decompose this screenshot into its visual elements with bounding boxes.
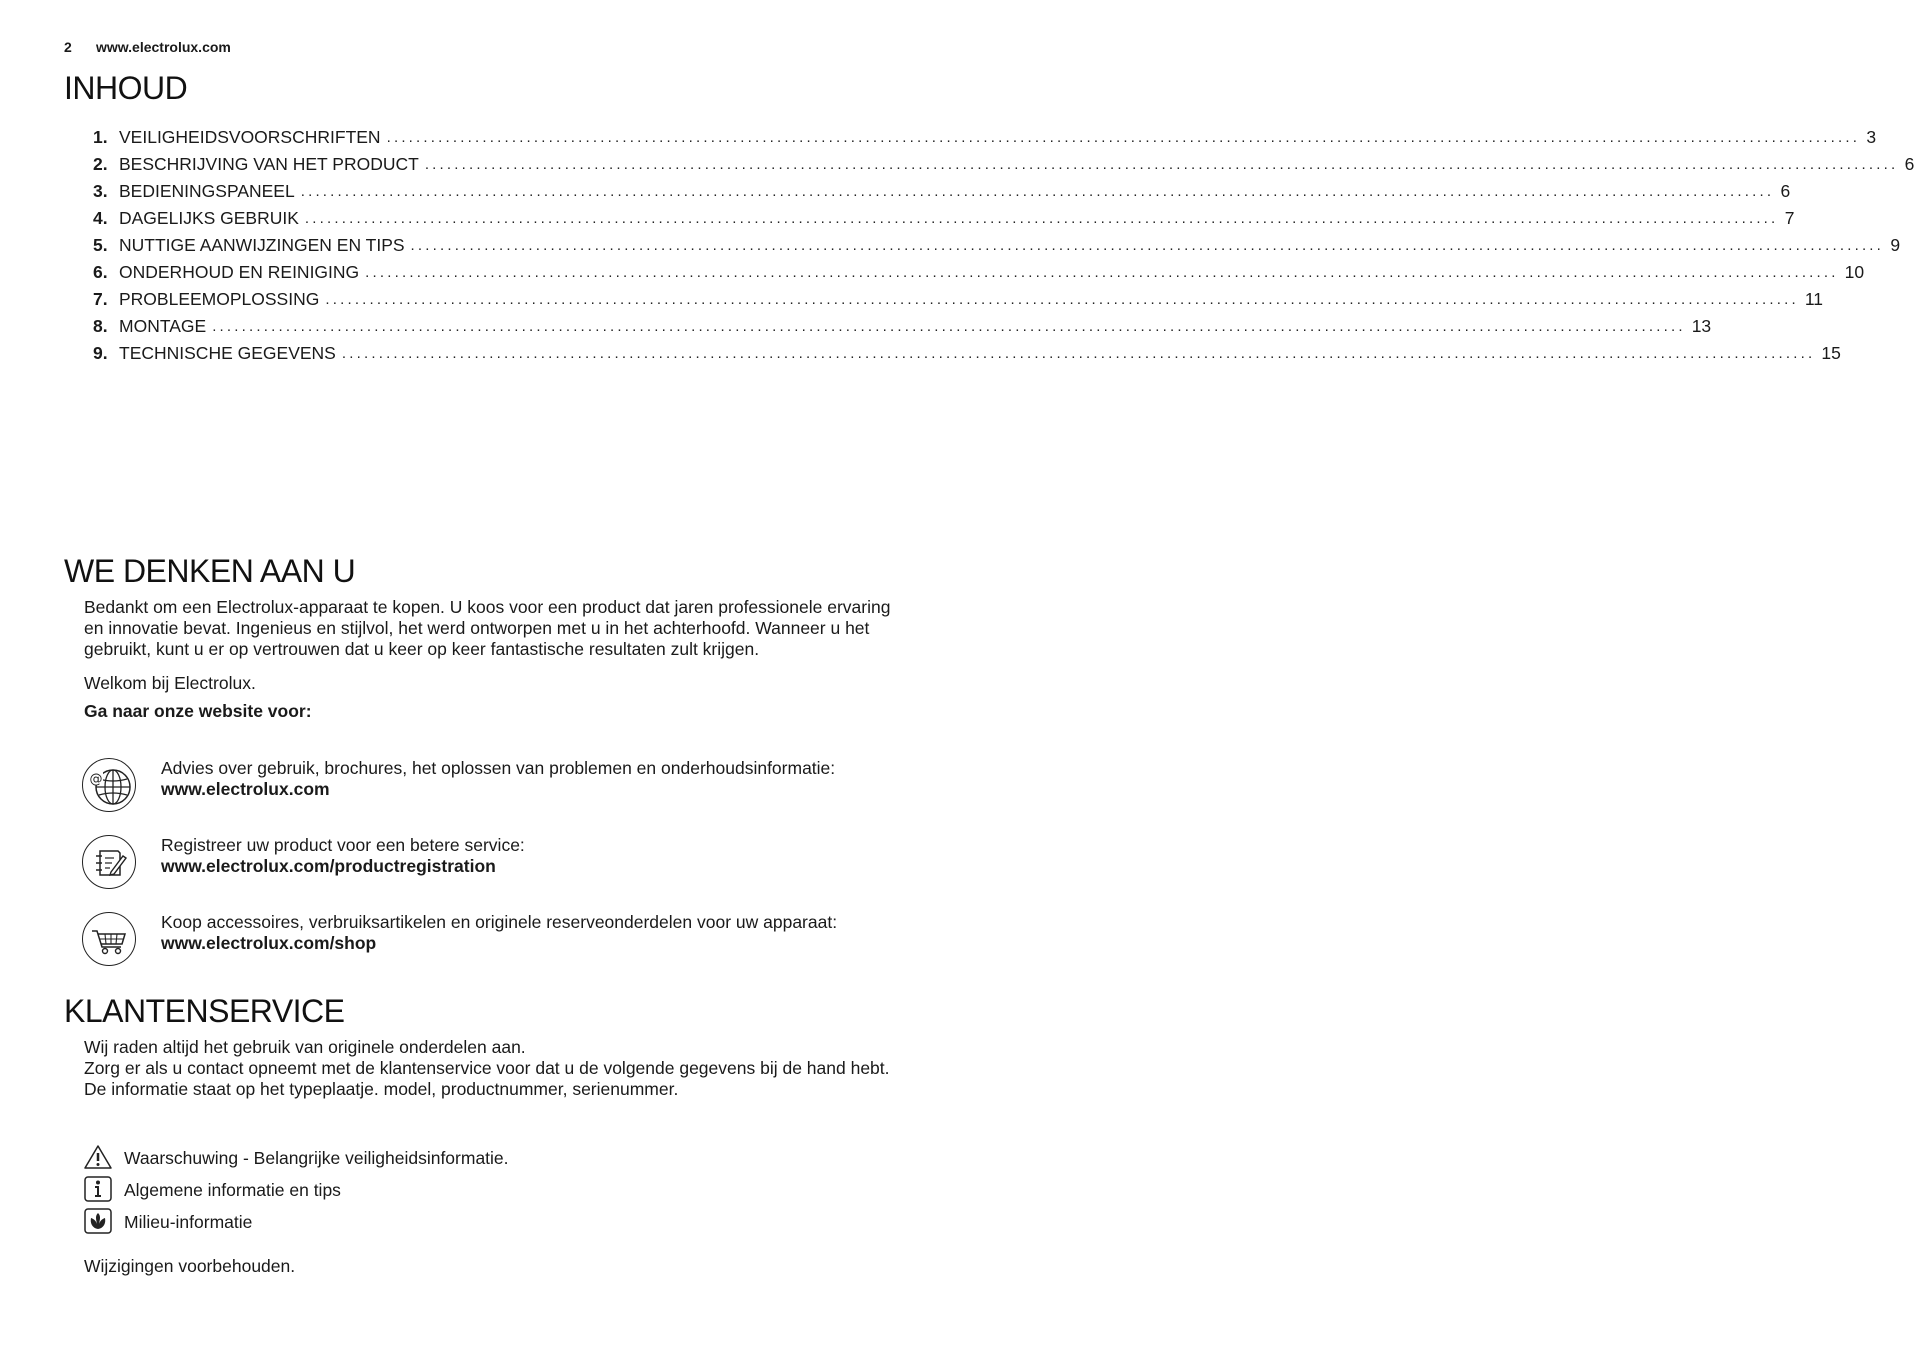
legend-warning-text: Waarschuwing - Belangrijke veiligheidsinformatie. <box>124 1148 509 1168</box>
website-link-support <box>82 758 894 818</box>
toc-entry-title: ONDERHOUD EN REINIGING <box>119 262 360 282</box>
welcome-intro: Bedankt om een Electrolux-apparaat te kopen. U koos voor een product dat jaren professionele ervaring en innovatie bevat. Ingenieus en stijlvol, het werd ontworpen met u in het achterhoofd. Wanneer u het gebruikt, kunt u er op vertrouwen dat u keer op keer fantastische resultaten zult krijgen. <box>84 597 891 659</box>
toc-entry-title: MONTAGE <box>119 316 207 336</box>
toc-page-number: 10 <box>1844 262 1865 282</box>
website-link-text <box>161 835 525 877</box>
shop-description: Koop accessoires, verbruiksartikelen en originele reserveonderdelen voor uw apparaat: <box>161 912 838 932</box>
toc-page-number: 7 <box>1784 208 1795 228</box>
toc-number: 7. <box>93 289 108 309</box>
shop-url-link[interactable]: www.electrolux.com/shop <box>161 933 377 953</box>
page-number: 2 <box>64 39 72 55</box>
toc-page-number: 15 <box>1821 343 1841 363</box>
legend-environment-text: Milieu-informatie <box>124 1212 253 1232</box>
toc-number: 2. <box>93 154 108 174</box>
toc-page-number: 13 <box>1691 316 1712 336</box>
toc-leader-dots: ........................................................................................................................................................................................................ <box>325 291 1799 308</box>
toc-number: 6. <box>93 262 108 282</box>
website-link-shop <box>82 912 894 972</box>
service-line-2: Zorg er als u contact opneemt met de klantenservice voor dat u de volgende gegevens bij de hand hebt. <box>84 1058 890 1078</box>
globe-at-icon <box>82 758 136 812</box>
registration-form-icon <box>82 835 136 889</box>
toc-entry-title: DAGELIJKS GEBRUIK <box>119 208 299 228</box>
toc-leader-dots: ........................................................................................................................................................................................................ <box>410 237 1885 254</box>
environment-icon <box>84 1208 112 1234</box>
toc-leader-dots: ........................................................................................................................................................................................................ <box>300 183 1775 200</box>
toc-page-number: 11 <box>1804 289 1824 309</box>
toc-leader-dots: ........................................................................................................................................................................................................ <box>424 156 1899 173</box>
website-link-registration <box>82 835 894 895</box>
toc-leader-dots: ........................................................................................................................................................................................................ <box>365 264 1839 281</box>
toc-entry-title: PROBLEEMOPLOSSING <box>119 289 320 309</box>
toc-row[interactable] <box>93 286 1824 313</box>
toc-number: 1. <box>93 127 108 147</box>
registration-description: Registreer uw product voor een betere service: <box>161 835 525 855</box>
toc-leader-dots: ........................................................................................................................................................................................................ <box>212 318 1686 335</box>
info-icon <box>84 1176 112 1202</box>
support-description: Advies over gebruik, brochures, het oplossen van problemen en onderhoudsinformatie: <box>161 758 836 778</box>
table-of-contents <box>93 124 1914 367</box>
toc-row[interactable] <box>93 205 1795 232</box>
header-website: www.electrolux.com <box>96 39 231 55</box>
website-heading: Ga naar onze website voor: <box>84 701 312 721</box>
toc-row[interactable] <box>93 259 1865 286</box>
welcome-greeting: Welkom bij Electrolux. <box>84 673 256 693</box>
toc-leader-dots: ........................................................................................................................................................................................................ <box>304 210 1779 227</box>
registration-url-link[interactable]: www.electrolux.com/productregistration <box>161 856 496 876</box>
svg-text:@: @ <box>89 772 103 787</box>
welcome-intro-block <box>84 597 894 722</box>
toc-entry-title: TECHNISCHE GEGEVENS <box>119 343 336 363</box>
page-header <box>64 39 231 55</box>
toc-number: 5. <box>93 235 108 255</box>
toc-row[interactable] <box>93 340 1841 367</box>
service-line-3: De informatie staat op het typeplaatje. model, productnummer, serienummer. <box>84 1079 679 1099</box>
service-line-1: Wij raden altijd het gebruik van originele onderdelen aan. <box>84 1037 526 1057</box>
welcome-title: WE DENKEN AAN U <box>64 553 356 589</box>
shopping-cart-icon <box>82 912 136 966</box>
toc-title: INHOUD <box>64 70 188 106</box>
toc-page-number: 3 <box>1866 127 1877 147</box>
toc-row[interactable] <box>93 313 1712 340</box>
toc-row[interactable] <box>93 124 1877 151</box>
toc-number: 3. <box>93 181 108 201</box>
service-title: KLANTENSERVICE <box>64 993 345 1029</box>
toc-entry-title: VEILIGHEIDSVOORSCHRIFTEN <box>119 127 381 147</box>
toc-entry-title: BESCHRIJVING VAN HET PRODUCT <box>119 154 419 174</box>
toc-number: 4. <box>93 208 108 228</box>
footer-text: Wijzigingen voorbehouden. <box>84 1256 296 1276</box>
toc-page-number: 9 <box>1890 235 1901 255</box>
toc-page-number: 6 <box>1780 181 1791 201</box>
toc-leader-dots: ........................................................................................................................................................................................................ <box>341 345 1816 362</box>
toc-number: 8. <box>93 316 108 336</box>
toc-number: 9. <box>93 343 108 363</box>
toc-row[interactable] <box>93 178 1791 205</box>
toc-row[interactable] <box>93 232 1901 259</box>
service-text-block <box>84 1037 894 1100</box>
toc-row[interactable] <box>93 151 1914 178</box>
website-link-text <box>161 758 835 800</box>
support-url-link[interactable]: www.electrolux.com <box>161 779 330 799</box>
website-link-text <box>161 912 837 954</box>
toc-leader-dots: ........................................................................................................................................................................................................ <box>386 129 1861 146</box>
toc-entry-title: NUTTIGE AANWIJZINGEN EN TIPS <box>119 235 405 255</box>
legend-info-text: Algemene informatie en tips <box>124 1180 341 1200</box>
toc-page-number: 6 <box>1904 154 1914 174</box>
footer-note <box>84 1256 894 1277</box>
toc-entry-title: BEDIENINGSPANEEL <box>119 181 295 201</box>
warning-icon <box>84 1144 112 1170</box>
